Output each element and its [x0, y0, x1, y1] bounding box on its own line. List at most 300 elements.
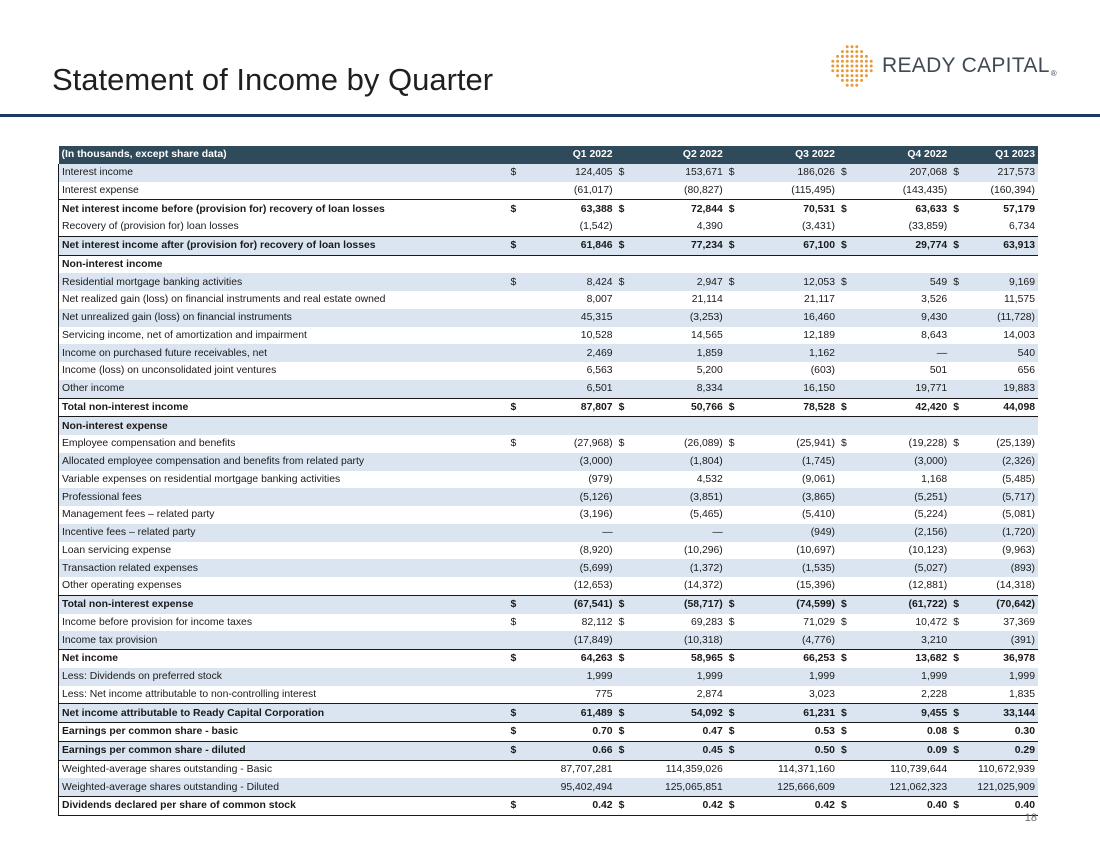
- row-label: Income on purchased future receivables, net: [59, 344, 508, 362]
- currency-symbol: [726, 506, 742, 524]
- table-row: [59, 686, 1039, 704]
- currency-symbol: [950, 577, 966, 595]
- row-value: (979): [588, 473, 613, 485]
- logo-dot: [855, 74, 858, 77]
- currency-symbol: [507, 631, 523, 649]
- row-value: 19,771: [854, 380, 950, 398]
- currency-symbol: [838, 778, 854, 796]
- row-value: 2,228: [921, 688, 948, 700]
- logo-dot: [851, 55, 854, 58]
- currency-symbol: [726, 255, 742, 273]
- row-value: 50,766: [632, 398, 726, 417]
- currency-symbol: [950, 362, 966, 380]
- currency-symbol: [838, 542, 854, 560]
- currency-symbol: $: [507, 797, 523, 816]
- table-row: [59, 542, 1039, 560]
- currency-symbol: [726, 380, 742, 398]
- currency-symbol: [838, 344, 854, 362]
- currency-symbol: [726, 760, 742, 778]
- currency-symbol: [616, 255, 632, 273]
- row-value: 1,835: [1008, 688, 1035, 700]
- currency-symbol: [950, 344, 966, 362]
- row-value: 4,390: [696, 221, 723, 233]
- row-value: 121,025,909: [967, 778, 1039, 796]
- row-value: (70,642): [967, 595, 1039, 613]
- row-value: (1,372): [632, 559, 726, 577]
- row-value: (8,920): [579, 544, 613, 556]
- row-value: 6,501: [524, 380, 616, 398]
- row-value: 549: [854, 273, 950, 291]
- row-value: (58,717): [632, 595, 726, 613]
- logo-dot: [841, 60, 844, 63]
- row-value: 110,672,939: [967, 760, 1039, 778]
- currency-symbol: $: [616, 398, 632, 417]
- row-value: 1,999: [632, 668, 726, 686]
- currency-symbol: $: [840, 438, 847, 450]
- row-value: (1,745): [742, 453, 838, 471]
- row-value: 0.45: [632, 741, 726, 760]
- row-value: 0.30: [967, 723, 1039, 742]
- currency-symbol: $: [507, 200, 523, 218]
- row-value: (5,224): [914, 509, 948, 521]
- row-value: 61,846: [524, 236, 616, 255]
- currency-symbol: $: [616, 273, 632, 291]
- logo-dot: [841, 65, 844, 68]
- currency-symbol: $: [616, 650, 632, 668]
- currency-symbol: $: [507, 273, 523, 291]
- row-value: 9,169: [967, 273, 1039, 291]
- logo-dot: [865, 74, 868, 77]
- table-row: [59, 506, 1039, 524]
- currency-symbol: [507, 559, 523, 577]
- currency-symbol: [507, 380, 523, 398]
- row-value: (1,535): [742, 559, 838, 577]
- currency-symbol: $: [507, 741, 523, 760]
- currency-symbol: $: [838, 650, 854, 668]
- row-value: (3,431): [802, 221, 835, 233]
- currency-symbol: $: [728, 438, 735, 450]
- row-value: 87,807: [524, 398, 616, 417]
- row-value: 121,062,323: [854, 778, 950, 796]
- currency-symbol: [950, 488, 966, 506]
- row-value: 61,231: [742, 704, 838, 723]
- row-value: [632, 417, 726, 435]
- currency-symbol: $: [618, 438, 625, 450]
- table-row: [59, 182, 1039, 200]
- table-row: [59, 614, 1039, 632]
- currency-symbol: [616, 471, 632, 489]
- row-value: (27,968): [573, 438, 613, 450]
- logo-dot: [851, 84, 854, 87]
- currency-symbol: [616, 327, 632, 345]
- row-value: (3,000): [854, 453, 950, 471]
- row-value: 1,999: [967, 668, 1039, 686]
- row-value: 14,003: [1003, 329, 1035, 341]
- currency-symbol: [507, 291, 523, 309]
- table-row: [59, 760, 1039, 778]
- currency-symbol: [838, 686, 854, 704]
- row-value: (2,156): [854, 524, 950, 542]
- row-value: (10,123): [908, 544, 948, 556]
- row-value: 21,114: [691, 294, 723, 306]
- row-label: Dividends declared per share of common stock: [59, 797, 508, 816]
- table-row: [59, 218, 1039, 236]
- table-row: [59, 488, 1039, 506]
- currency-symbol: [507, 471, 523, 489]
- table-row: [59, 236, 1039, 255]
- row-value: 16,460: [742, 309, 838, 327]
- row-value: (3,000): [524, 453, 616, 471]
- currency-symbol: [838, 309, 854, 327]
- currency-symbol: [616, 760, 632, 778]
- currency-symbol: [950, 291, 966, 309]
- row-value: (25,941): [796, 438, 835, 450]
- row-value: 9,430: [854, 309, 950, 327]
- table-row: [59, 380, 1039, 398]
- table-row: [59, 255, 1039, 273]
- currency-symbol: [950, 309, 966, 327]
- currency-symbol: $: [726, 595, 742, 613]
- row-value: [524, 255, 616, 273]
- row-label: Allocated employee compensation and benefits from related party: [59, 453, 508, 471]
- currency-symbol: $: [616, 200, 632, 218]
- currency-symbol: [507, 327, 523, 345]
- currency-symbol: [950, 506, 966, 524]
- row-value: 9,455: [854, 704, 950, 723]
- currency-symbol: [838, 327, 854, 345]
- currency-symbol: [507, 488, 523, 506]
- currency-symbol: [726, 417, 742, 435]
- currency-symbol: [726, 542, 742, 560]
- currency-symbol: [726, 631, 742, 649]
- row-label: Other income: [59, 380, 508, 398]
- currency-symbol: [838, 417, 854, 435]
- row-value: 66,253: [742, 650, 838, 668]
- row-value: 114,371,160: [742, 760, 838, 778]
- currency-symbol: $: [726, 273, 742, 291]
- row-value: (17,849): [524, 631, 616, 649]
- currency-symbol: $: [726, 723, 742, 742]
- currency-symbol: [507, 668, 523, 686]
- row-label: Weighted-average shares outstanding - Basic: [59, 760, 508, 778]
- row-value: 1,162: [742, 344, 838, 362]
- row-value: (5,126): [524, 488, 616, 506]
- table-row: [59, 344, 1039, 362]
- currency-symbol: [838, 453, 854, 471]
- currency-symbol: [616, 309, 632, 327]
- currency-symbol: [950, 559, 966, 577]
- currency-symbol: $: [838, 398, 854, 417]
- row-value: 1,999: [854, 668, 950, 686]
- currency-symbol: [838, 668, 854, 686]
- row-label: Income before provision for income taxes: [59, 614, 508, 632]
- row-value: [524, 417, 616, 435]
- row-label: Earnings per common share - diluted: [59, 741, 508, 760]
- row-value: (391): [967, 631, 1039, 649]
- currency-symbol: $: [726, 398, 742, 417]
- currency-symbol: $: [507, 595, 523, 613]
- row-label: Non-interest expense: [59, 417, 508, 435]
- row-value: (15,396): [796, 580, 835, 592]
- logo-dot: [846, 45, 849, 48]
- row-value: 12,189: [803, 329, 835, 341]
- logo-dot: [860, 55, 863, 58]
- row-value: (14,372): [684, 580, 723, 592]
- row-label: Net realized gain (loss) on financial instruments and real estate owned: [59, 291, 508, 309]
- row-label: Other operating expenses: [59, 577, 508, 595]
- currency-symbol: $: [838, 741, 854, 760]
- currency-symbol: [950, 218, 966, 236]
- currency-symbol: [726, 309, 742, 327]
- row-label: Professional fees: [59, 488, 508, 506]
- row-value: 29,774: [854, 236, 950, 255]
- currency-symbol: [838, 255, 854, 273]
- currency-symbol: $: [507, 650, 523, 668]
- currency-symbol: [616, 344, 632, 362]
- currency-symbol: [507, 577, 523, 595]
- row-value: 19,883: [967, 380, 1039, 398]
- logo-dot: [860, 50, 863, 53]
- row-label: Variable expenses on residential mortgage banking activities: [59, 471, 508, 489]
- currency-symbol: $: [838, 797, 854, 816]
- table-row: [59, 417, 1039, 435]
- table-row: [59, 595, 1039, 613]
- row-value: 37,369: [1003, 616, 1035, 628]
- logo-dot: [846, 55, 849, 58]
- logo-dot: [855, 50, 858, 53]
- row-value: [632, 255, 726, 273]
- table-row: [59, 327, 1039, 345]
- row-value: 36,978: [967, 650, 1039, 668]
- currency-symbol: [950, 453, 966, 471]
- currency-symbol: [838, 362, 854, 380]
- row-value: 0.70: [524, 723, 616, 742]
- currency-symbol: $: [726, 200, 742, 218]
- row-value: 33,144: [967, 704, 1039, 723]
- period-header: Q4 2022: [838, 146, 950, 164]
- page-title: Statement of Income by Quarter: [52, 62, 494, 97]
- row-label: Weighted-average shares outstanding - Diluted: [59, 778, 508, 796]
- logo-dot: [841, 55, 844, 58]
- currency-symbol: $: [507, 236, 523, 255]
- currency-symbol: $: [616, 595, 632, 613]
- row-value: 58,965: [632, 650, 726, 668]
- row-value: 78,528: [742, 398, 838, 417]
- row-value: 71,029: [803, 616, 835, 628]
- currency-symbol: $: [507, 164, 523, 182]
- row-value: (3,196): [579, 509, 613, 521]
- row-value: 21,117: [803, 294, 835, 306]
- currency-symbol: [838, 182, 854, 200]
- currency-symbol: [950, 524, 966, 542]
- currency-symbol: [616, 362, 632, 380]
- logo-dot: [860, 74, 863, 77]
- currency-symbol: $: [950, 741, 966, 760]
- row-value: 186,026: [742, 164, 838, 182]
- currency-symbol: $: [950, 200, 966, 218]
- currency-symbol: $: [728, 616, 735, 628]
- row-value: [967, 417, 1039, 435]
- currency-symbol: [616, 453, 632, 471]
- row-value: (10,318): [632, 631, 726, 649]
- row-label: Less: Dividends on preferred stock: [59, 668, 508, 686]
- logo-dot: [855, 65, 858, 68]
- row-value: 1,168: [921, 473, 948, 485]
- row-value: 125,065,851: [632, 778, 726, 796]
- currency-symbol: $: [838, 236, 854, 255]
- logo-dot: [846, 50, 849, 53]
- currency-symbol: $: [507, 398, 523, 417]
- row-label: Net income attributable to Ready Capital Corporation: [59, 704, 508, 723]
- row-value: (9,061): [802, 473, 835, 485]
- currency-symbol: [950, 760, 966, 778]
- currency-symbol: [950, 471, 966, 489]
- currency-symbol: [616, 291, 632, 309]
- currency-symbol: [616, 577, 632, 595]
- row-value: 0.42: [632, 797, 726, 816]
- row-value: 63,388: [524, 200, 616, 218]
- table-row: [59, 291, 1039, 309]
- currency-symbol: [726, 291, 742, 309]
- currency-symbol: $: [950, 595, 966, 613]
- currency-symbol: [950, 631, 966, 649]
- row-value: (3,851): [632, 488, 726, 506]
- currency-symbol: [726, 344, 742, 362]
- row-value: (26,089): [684, 438, 723, 450]
- row-value: (10,697): [796, 544, 835, 556]
- currency-symbol: [950, 182, 966, 200]
- table-header-row: [59, 146, 1039, 164]
- currency-symbol: [507, 417, 523, 435]
- logo-dot: [851, 50, 854, 53]
- row-value: 6,734: [1008, 221, 1035, 233]
- logo-dot: [855, 84, 858, 87]
- row-value: 124,405: [524, 164, 616, 182]
- row-value: 77,234: [632, 236, 726, 255]
- row-value: (67,541): [524, 595, 616, 613]
- currency-symbol: $: [616, 704, 632, 723]
- currency-symbol: $: [950, 273, 966, 291]
- table-row: [59, 797, 1039, 816]
- row-value: (9,963): [1002, 544, 1035, 556]
- row-value: 3,210: [854, 631, 950, 649]
- currency-symbol: $: [950, 797, 966, 816]
- period-header: Q2 2022: [616, 146, 726, 164]
- logo-dot: [846, 79, 849, 82]
- logo-dot: [855, 45, 858, 48]
- company-logo: [830, 44, 1057, 88]
- logo-dot: [846, 60, 849, 63]
- row-value: 1,859: [632, 344, 726, 362]
- row-value: (4,776): [742, 631, 838, 649]
- logo-dot: [841, 69, 844, 72]
- row-value: 1,999: [524, 668, 616, 686]
- currency-symbol: $: [616, 164, 632, 182]
- currency-symbol: [950, 668, 966, 686]
- row-value: 16,150: [742, 380, 838, 398]
- currency-symbol: [838, 631, 854, 649]
- currency-symbol: [507, 760, 523, 778]
- table-row: [59, 650, 1039, 668]
- logo-dot: [855, 55, 858, 58]
- row-value: (143,435): [902, 184, 948, 196]
- logo-dot: [851, 65, 854, 68]
- currency-symbol: [838, 291, 854, 309]
- currency-symbol: [726, 488, 742, 506]
- row-value: 8,334: [632, 380, 726, 398]
- currency-symbol: [616, 559, 632, 577]
- row-value: 1,999: [742, 668, 838, 686]
- currency-symbol: $: [838, 200, 854, 218]
- currency-symbol: $: [726, 164, 742, 182]
- logo-dot: [831, 60, 834, 63]
- logo-dot: [860, 69, 863, 72]
- row-value: (3,865): [742, 488, 838, 506]
- row-label: Incentive fees – related party: [59, 524, 508, 542]
- currency-symbol: [838, 218, 854, 236]
- row-value: 12,053: [742, 273, 838, 291]
- currency-symbol: [507, 255, 523, 273]
- row-value: (12,881): [908, 580, 948, 592]
- row-value: 11,575: [1003, 294, 1035, 306]
- currency-symbol: $: [726, 236, 742, 255]
- currency-symbol: $: [510, 616, 517, 628]
- row-value: 125,666,609: [742, 778, 838, 796]
- logo-dot: [851, 45, 854, 48]
- row-value: (5,699): [524, 559, 616, 577]
- logo-dot: [846, 84, 849, 87]
- currency-symbol: [838, 524, 854, 542]
- row-value: 13,682: [854, 650, 950, 668]
- currency-symbol: $: [507, 704, 523, 723]
- table-row: [59, 577, 1039, 595]
- row-value: 57,179: [967, 200, 1039, 218]
- row-value: 63,913: [967, 236, 1039, 255]
- period-header: Q3 2022: [726, 146, 838, 164]
- row-value: 0.40: [967, 797, 1039, 816]
- table-row: [59, 704, 1039, 723]
- row-value: 6,563: [586, 365, 613, 377]
- row-label: Net income: [59, 650, 508, 668]
- currency-symbol: [950, 327, 966, 345]
- currency-symbol: [507, 524, 523, 542]
- row-value: 42,420: [854, 398, 950, 417]
- logo-dot: [836, 74, 839, 77]
- table-row: [59, 164, 1039, 182]
- row-value: —: [524, 524, 616, 542]
- row-value: 14,565: [690, 329, 723, 341]
- currency-symbol: [507, 182, 523, 200]
- row-value: 3,023: [808, 688, 835, 700]
- row-value: [967, 255, 1039, 273]
- row-value: 69,283: [690, 616, 723, 628]
- currency-symbol: [507, 778, 523, 796]
- currency-symbol: [616, 778, 632, 796]
- row-label: Net interest income before (provision for) recovery of loan losses: [59, 200, 508, 218]
- row-value: 0.09: [854, 741, 950, 760]
- logo-dot: [836, 69, 839, 72]
- currency-symbol: [726, 668, 742, 686]
- currency-symbol: $: [616, 741, 632, 760]
- currency-symbol: [507, 362, 523, 380]
- row-value: 3,526: [921, 294, 948, 306]
- row-label: Interest expense: [59, 182, 508, 200]
- row-value: (25,139): [996, 438, 1035, 450]
- row-value: (893): [967, 559, 1039, 577]
- table-row: [59, 524, 1039, 542]
- row-value: 207,068: [854, 164, 950, 182]
- currency-symbol: $: [616, 797, 632, 816]
